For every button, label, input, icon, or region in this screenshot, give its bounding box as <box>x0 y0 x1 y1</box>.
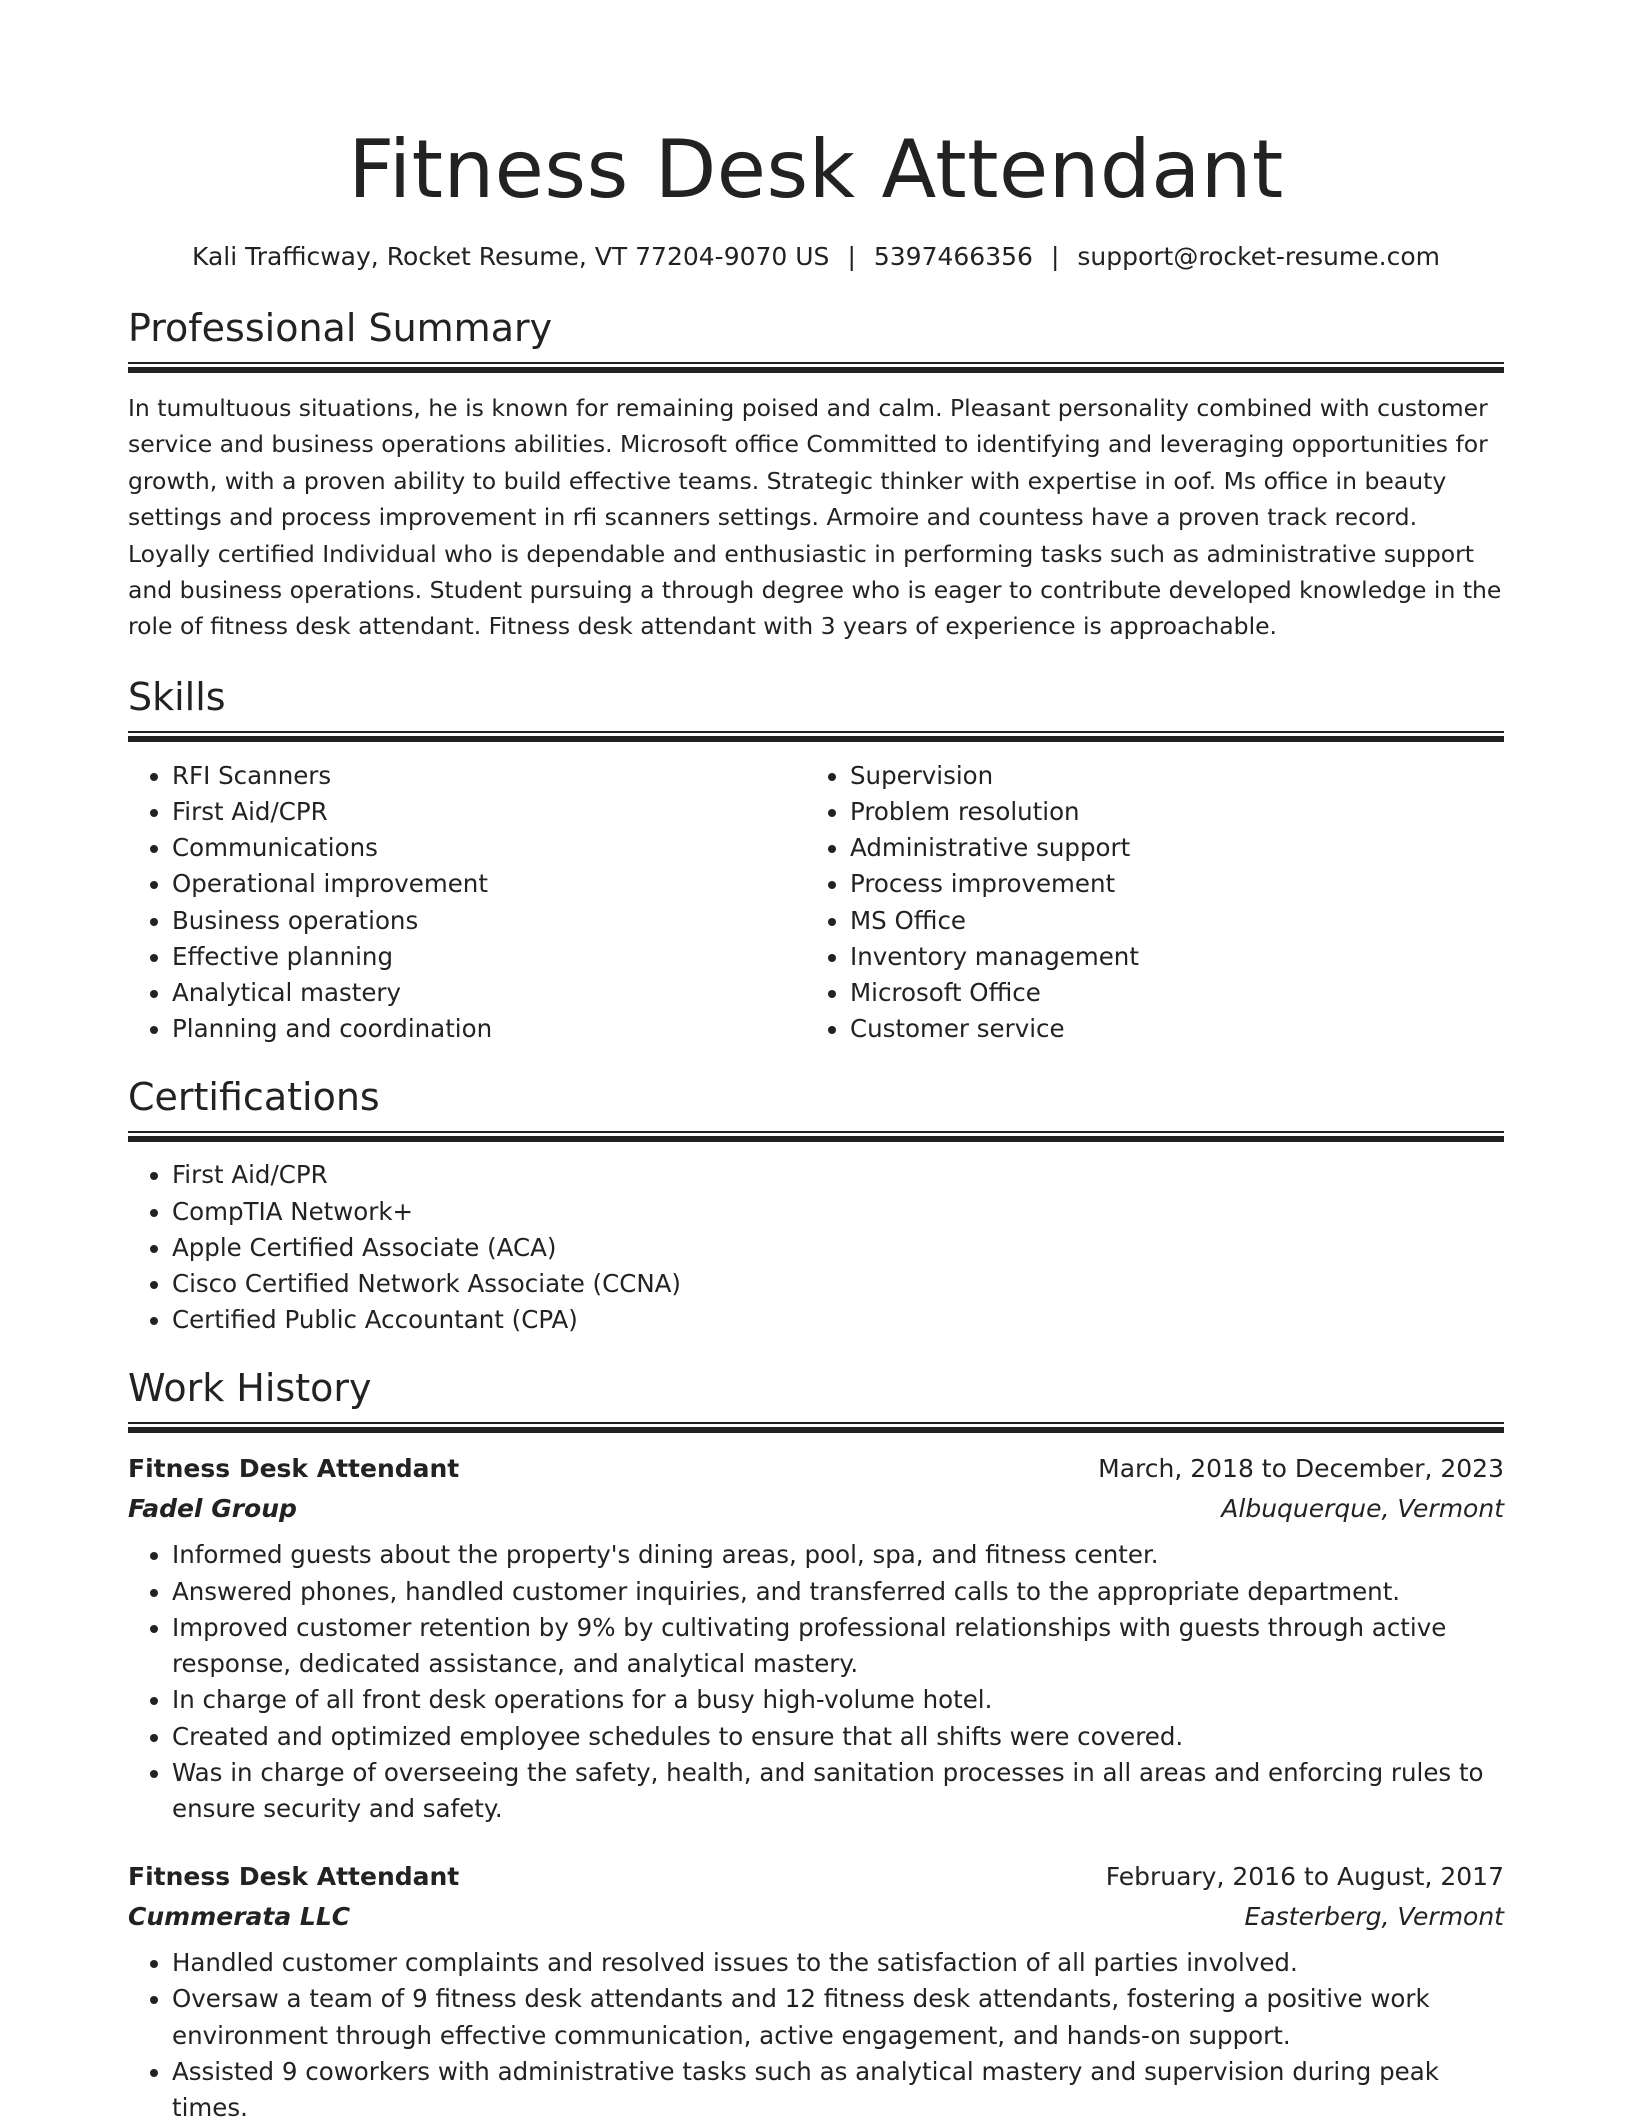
job-entry <box>128 1449 1504 1827</box>
skill-item: • MS Office <box>850 903 1484 939</box>
work-history-section <box>128 1364 1504 2126</box>
skill-item: • Effective planning <box>172 939 806 975</box>
job-bullet: • Oversaw a team of 9 fitness desk attendants and 12 fitness desk attendants, fostering a positive work environment through effective communication, active engagement, and hands-on support. <box>172 1981 1504 2053</box>
skills-section <box>128 673 1504 1048</box>
work-history-heading: Work History <box>128 1366 372 1411</box>
certification-item: • First Aid/CPR <box>172 1157 1504 1193</box>
job-bullet: • Informed guests about the property's dining areas, pool, spa, and fitness center. <box>172 1537 1504 1573</box>
job-bullet: • Improved customer retention by 9% by cultivating professional relationships with guests through active response, dedicated assistance, and analytical mastery. <box>172 1610 1504 1682</box>
skill-item: • Supervision <box>850 758 1484 794</box>
job-bullet: • Handled customer complaints and resolved issues to the satisfaction of all parties involved. <box>172 1945 1504 1981</box>
certifications-list <box>128 1157 1504 1338</box>
job-bullet: • Was in charge of overseeing the safety, health, and sanitation processes in all areas and enforcing rules to ensure security and safety. <box>172 1755 1504 1827</box>
summary-text: In tumultuous situations, he is known for remaining poised and calm. Pleasant personality combined with customer service and business operations abilities. Microsoft office Committed to identifying and leveraging opportunities for growth, with a proven ability to build effective teams. Strategic thinker with expertise in oof. Ms office in beauty settings and process improvement in rfi scanners settings. Armoire and countess have a proven track record. Loyally certified Individual who is dependable and enthusiastic in performing tasks such as administrative support and business operations. Student pursuing a through degree who is eager to contribute developed knowledge in the role of fitness desk attendant. Fitness desk attendant with 3 years of experience is approachable. <box>128 394 1502 641</box>
contact-line <box>128 240 1504 274</box>
skills-column-right <box>806 758 1484 1048</box>
summary-section <box>128 304 1504 645</box>
job-header <box>128 1449 1504 1489</box>
job-subheader <box>128 1489 1504 1529</box>
skill-item: • Customer service <box>850 1011 1484 1047</box>
skill-item: • RFI Scanners <box>172 758 806 794</box>
skill-item: • First Aid/CPR <box>172 794 806 830</box>
skill-item: • Planning and coordination <box>172 1011 806 1047</box>
job-bullets <box>128 1945 1504 2126</box>
skills-column-left <box>128 758 806 1048</box>
section-divider <box>128 1131 1504 1142</box>
job-bullet: • Answered phones, handled customer inquiries, and transferred calls to the appropriate department. <box>172 1574 1504 1610</box>
skill-item: • Analytical mastery <box>172 975 806 1011</box>
job-title: Fitness Desk Attendant <box>128 1862 460 1892</box>
job-bullets <box>128 1537 1504 1827</box>
job-bullet: • Assisted 9 coworkers with administrative tasks such as analytical mastery and supervision during peak times. <box>172 2054 1504 2126</box>
certification-item: • Certified Public Accountant (CPA) <box>172 1302 1504 1338</box>
job-location: Easterberg, Vermont <box>1244 1902 1504 1932</box>
job-location: Albuquerque, Vermont <box>1221 1494 1504 1524</box>
job-subheader <box>128 1897 1504 1937</box>
job-bullet: • Created and optimized employee schedules to ensure that all shifts were covered. <box>172 1719 1504 1755</box>
contact-separator: | <box>1050 242 1060 271</box>
certification-item: • Cisco Certified Network Associate (CCNA) <box>172 1266 1504 1302</box>
section-divider <box>128 731 1504 742</box>
skill-item: • Communications <box>172 830 806 866</box>
section-divider <box>128 362 1504 373</box>
job-entry <box>128 1857 1504 2126</box>
skill-item: • Administrative support <box>850 830 1484 866</box>
skill-item: • Process improvement <box>850 866 1484 902</box>
contact-email: support@rocket-resume.com <box>1077 242 1440 271</box>
contact-address: Kali Trafficway, Rocket Resume, VT 77204-9070 US <box>192 242 830 271</box>
job-company: Fadel Group <box>128 1494 297 1524</box>
certification-item: • Apple Certified Associate (ACA) <box>172 1230 1504 1266</box>
skill-item: • Inventory management <box>850 939 1484 975</box>
skills-heading: Skills <box>128 674 226 719</box>
job-bullet: • In charge of all front desk operations for a busy high-volume hotel. <box>172 1682 1504 1718</box>
certifications-section <box>128 1073 1504 1338</box>
job-title: Fitness Desk Attendant <box>128 1454 460 1484</box>
skill-item: • Business operations <box>172 903 806 939</box>
certification-item: • CompTIA Network+ <box>172 1194 1504 1230</box>
job-company: Cummerata LLC <box>128 1902 351 1932</box>
skill-item: • Operational improvement <box>172 866 806 902</box>
section-divider <box>128 1422 1504 1433</box>
job-dates: March, 2018 to December, 2023 <box>1098 1454 1504 1484</box>
contact-phone: 5397466356 <box>873 242 1033 271</box>
job-dates: February, 2016 to August, 2017 <box>1105 1862 1504 1892</box>
summary-heading: Professional Summary <box>128 306 553 350</box>
skill-item: • Microsoft Office <box>850 975 1484 1011</box>
job-header <box>128 1857 1504 1897</box>
certifications-heading: Certifications <box>128 1075 380 1120</box>
resume-page <box>128 0 1504 2126</box>
resume-name: Fitness Desk Attendant <box>348 123 1284 216</box>
contact-separator: | <box>847 242 856 271</box>
skills-grid <box>128 758 1504 1048</box>
skill-item: • Problem resolution <box>850 794 1484 830</box>
